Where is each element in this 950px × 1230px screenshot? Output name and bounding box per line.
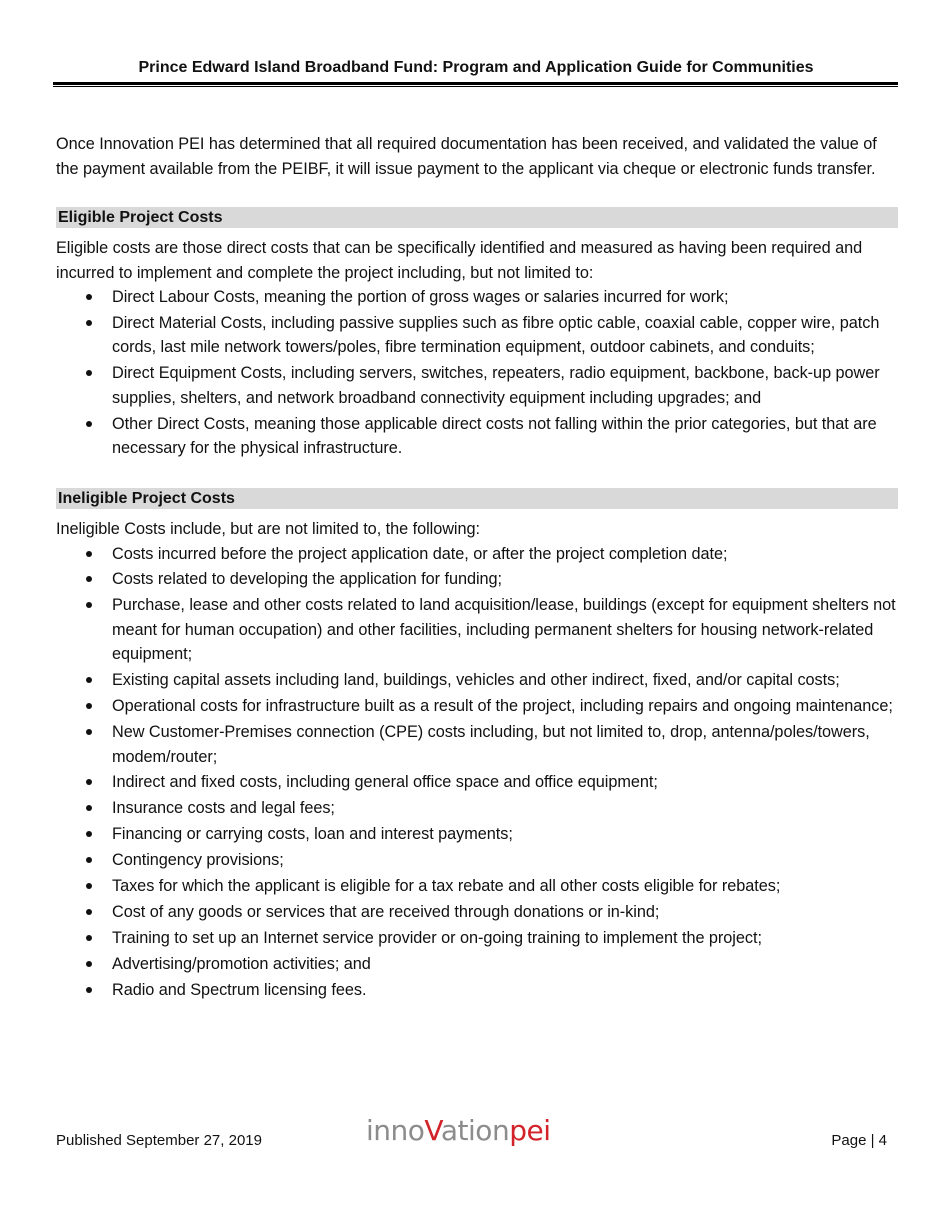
innovation-pei-logo: innoVationpei <box>366 1114 551 1147</box>
list-item: Purchase, lease and other costs related to land acquisition/lease, buildings (except for equipment shelters not meant for human occupation) and other facilities, including permanent shelters for housing network-related equipment; <box>56 593 896 667</box>
payment-paragraph: Once Innovation PEI has determined that all required documentation has been received, and validated the value of the payment available from the PEIBF, it will issue payment to the applicant via cheque or electronic funds transfer. <box>56 135 877 178</box>
bullet-icon <box>86 779 92 785</box>
bullet-icon <box>86 961 92 967</box>
list-item: Other Direct Costs, meaning those applicable direct costs not falling within the prior categories, but that are necessary for the physical infrastructure. <box>56 412 896 461</box>
list-item: Costs related to developing the application for funding; <box>56 567 896 592</box>
bullet-icon <box>86 602 92 608</box>
list-item: Direct Labour Costs, meaning the portion of gross wages or salaries incurred for work; <box>56 285 896 310</box>
ineligible-costs-list <box>56 542 896 1002</box>
page-number: Page | 4 <box>831 1132 887 1149</box>
list-item: Operational costs for infrastructure built as a result of the project, including repairs and ongoing maintenance; <box>56 694 896 719</box>
eligible-costs-intro: Eligible costs are those direct costs that can be specifically identified and measured as having been required and incurred to implement and complete the project including, but not limited to: <box>56 239 863 282</box>
list-item: Existing capital assets including land, buildings, vehicles and other indirect, fixed, and/or capital costs; <box>56 668 896 693</box>
bullet-icon <box>86 576 92 582</box>
bullet-icon <box>86 320 92 326</box>
ineligible-costs-heading: Ineligible Project Costs <box>56 488 898 509</box>
bullet-icon <box>86 294 92 300</box>
list-item: Contingency provisions; <box>56 848 896 873</box>
bullet-icon <box>86 551 92 557</box>
bullet-icon <box>86 677 92 683</box>
header-rule-thin <box>53 86 898 87</box>
list-item: New Customer-Premises connection (CPE) costs including, but not limited to, drop, antenna/poles/towers, modem/router; <box>56 720 896 769</box>
list-item: Insurance costs and legal fees; <box>56 796 896 821</box>
bullet-icon <box>86 909 92 915</box>
bullet-icon <box>86 421 92 427</box>
bullet-icon <box>86 703 92 709</box>
list-item: Cost of any goods or services that are received through donations or in-kind; <box>56 900 896 925</box>
published-date: Published September 27, 2019 <box>56 1132 262 1149</box>
list-item: Costs incurred before the project application date, or after the project completion date; <box>56 542 896 567</box>
bullet-icon <box>86 987 92 993</box>
list-item: Taxes for which the applicant is eligible for a tax rebate and all other costs eligible for rebates; <box>56 874 896 899</box>
bullet-icon <box>86 857 92 863</box>
list-item: Direct Equipment Costs, including servers, switches, repeaters, radio equipment, backbone, back-up power supplies, shelters, and network broadband connectivity equipment including upgrades; and <box>56 361 896 410</box>
bullet-icon <box>86 370 92 376</box>
document-header-title: Prince Edward Island Broadband Fund: Program and Application Guide for Communities <box>138 59 814 76</box>
bullet-icon <box>86 729 92 735</box>
list-item: Radio and Spectrum licensing fees. <box>56 978 896 1003</box>
eligible-costs-list <box>56 285 896 461</box>
ineligible-costs-intro: Ineligible Costs include, but are not limited to, the following: <box>56 520 480 539</box>
eligible-costs-heading: Eligible Project Costs <box>56 207 898 228</box>
list-item: Advertising/promotion activities; and <box>56 952 896 977</box>
header-rule-thick <box>53 82 898 85</box>
list-item: Indirect and fixed costs, including general office space and office equipment; <box>56 770 896 795</box>
list-item: Financing or carrying costs, loan and interest payments; <box>56 822 896 847</box>
list-item: Training to set up an Internet service provider or on-going training to implement the project; <box>56 926 896 951</box>
bullet-icon <box>86 805 92 811</box>
document-body <box>56 132 896 1003</box>
list-item: Direct Material Costs, including passive supplies such as fibre optic cable, coaxial cable, copper wire, patch cords, last mile network towers/poles, fibre termination equipment, outdoor cabinets, and conduits; <box>56 311 896 360</box>
bullet-icon <box>86 935 92 941</box>
bullet-icon <box>86 883 92 889</box>
bullet-icon <box>86 831 92 837</box>
